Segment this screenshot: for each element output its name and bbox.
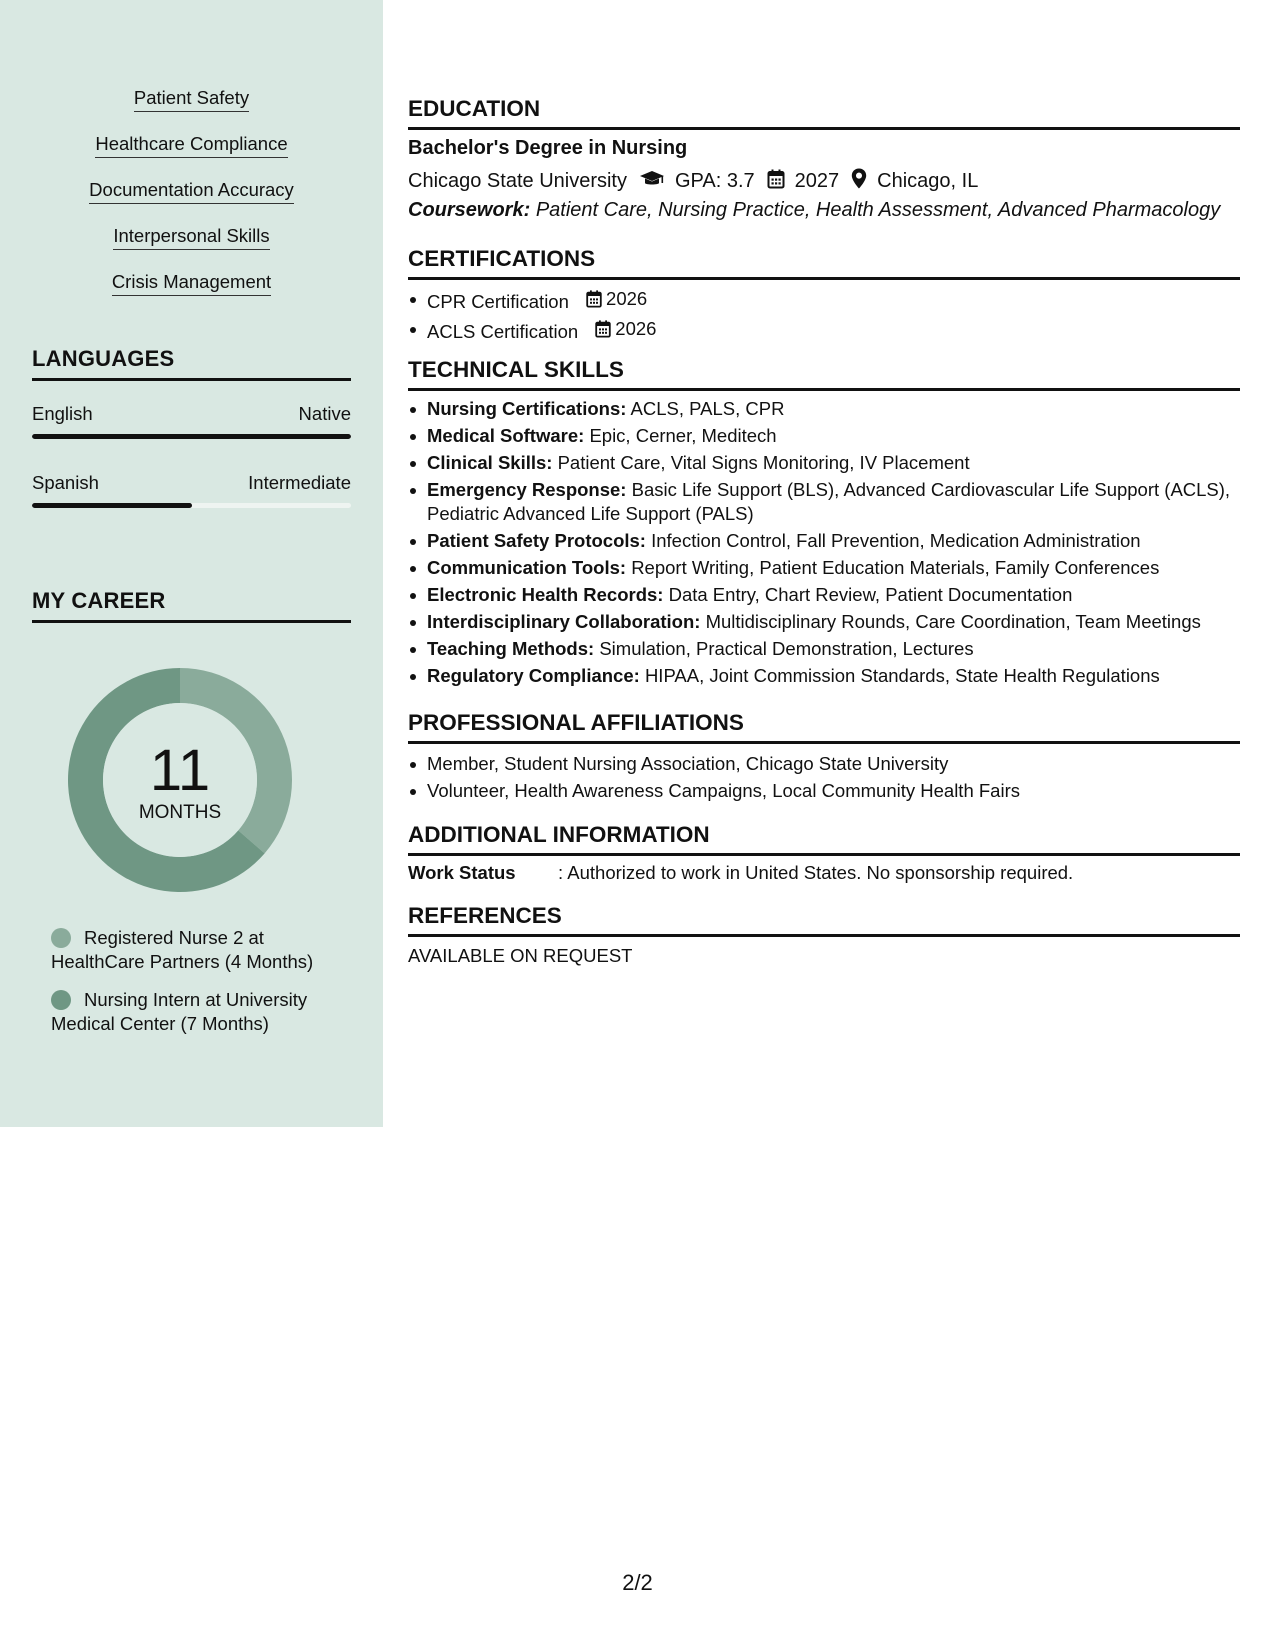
skill-text: Basic Life Support (BLS), Advanced Cardiovascular Life Support (ACLS), Pediatric Advanced Life Support (PALS)	[427, 479, 1231, 524]
language-level: Native	[298, 403, 351, 424]
certifications-heading: CERTIFICATIONS	[408, 246, 1240, 280]
technical-skill-item	[408, 424, 1240, 448]
sidebar	[0, 0, 383, 1127]
language-row	[32, 472, 351, 494]
graduation-cap-icon	[639, 170, 665, 194]
school-location: Chicago, IL	[877, 170, 979, 192]
skill-item: Healthcare Compliance	[95, 132, 287, 158]
skill-text: Infection Control, Fall Prevention, Medication Administration	[651, 530, 1141, 551]
technical-skills-list	[408, 397, 1240, 691]
calendar-icon	[586, 290, 602, 308]
skill-item: Patient Safety	[134, 86, 249, 112]
skill-label: Medical Software:	[427, 425, 585, 446]
technical-skills-heading: TECHNICAL SKILLS	[408, 357, 1240, 391]
skill-item: Documentation Accuracy	[89, 178, 294, 204]
skill-label: Patient Safety Protocols:	[427, 530, 646, 551]
technical-skill-item	[408, 637, 1240, 661]
career-donut-chart	[60, 660, 300, 900]
language-name: English	[32, 403, 93, 424]
legend-dot	[51, 990, 71, 1010]
skill-text: ACLS, PALS, CPR	[630, 398, 785, 419]
skill-label: Communication Tools:	[427, 557, 627, 578]
career-heading: MY CAREER	[32, 588, 351, 623]
technical-skill-item	[408, 529, 1240, 553]
certification-date	[586, 287, 647, 311]
school-name: Chicago State University	[408, 170, 627, 192]
skill-text: Patient Care, Vital Signs Monitoring, IV Placement	[557, 452, 970, 473]
additional-info-heading: ADDITIONAL INFORMATION	[408, 822, 1240, 856]
language-bar-fill	[32, 434, 351, 439]
skill-text: Multidisciplinary Rounds, Care Coordination, Team Meetings	[705, 611, 1201, 632]
skill-item: Crisis Management	[112, 270, 271, 296]
degree-title: Bachelor's Degree in Nursing	[408, 137, 688, 159]
work-status-row	[408, 862, 1073, 884]
certification-date	[595, 317, 656, 341]
graduation-year: 2027	[794, 170, 840, 192]
page-number: 2/2	[622, 1570, 653, 1595]
skill-label: Regulatory Compliance:	[427, 665, 640, 686]
language-bar	[32, 434, 351, 439]
skill-label: Clinical Skills:	[427, 452, 553, 473]
skill-label: Teaching Methods:	[427, 638, 595, 659]
certifications-list	[408, 287, 1240, 347]
certification-name: CPR Certification	[427, 291, 569, 312]
skill-item: Interpersonal Skills	[113, 224, 269, 250]
skill-text: Data Entry, Chart Review, Patient Documentation	[668, 584, 1073, 605]
skill-text: Report Writing, Patient Education Materials, Family Conferences	[631, 557, 1160, 578]
skill-label: Electronic Health Records:	[427, 584, 664, 605]
skill-text: Epic, Cerner, Meditech	[589, 425, 777, 446]
certification-year: 2026	[606, 288, 648, 309]
education-heading: EDUCATION	[408, 96, 1240, 130]
technical-skill-item	[408, 610, 1240, 634]
technical-skill-item	[408, 556, 1240, 580]
language-bar	[32, 503, 351, 508]
technical-skill-item	[408, 583, 1240, 607]
references-heading: REFERENCES	[408, 903, 1240, 937]
calendar-icon	[767, 169, 785, 195]
technical-skill-item	[408, 451, 1240, 475]
work-status-text: : Authorized to work in United States. No sponsorship required.	[558, 862, 1074, 883]
certification-item	[408, 287, 1240, 314]
map-pin-icon	[851, 168, 867, 195]
legend-dot	[51, 928, 71, 948]
calendar-icon	[595, 320, 611, 338]
skill-label: Nursing Certifications:	[427, 398, 627, 419]
career-legend-label: Registered Nurse 2 at HealthCare Partners (4 Months)	[51, 927, 314, 972]
technical-skill-item	[408, 664, 1240, 688]
coursework-label: Coursework:	[408, 199, 531, 221]
language-row	[32, 403, 351, 425]
languages-heading: LANGUAGES	[32, 346, 351, 381]
references-text: AVAILABLE ON REQUEST	[408, 945, 633, 966]
language-name: Spanish	[32, 472, 99, 493]
coursework	[408, 199, 1220, 222]
technical-skill-item	[408, 397, 1240, 421]
career-legend-label: Nursing Intern at University Medical Center (7 Months)	[51, 989, 308, 1034]
career-unit: MONTHS	[138, 802, 222, 823]
skill-label: Emergency Response:	[427, 479, 627, 500]
affiliations-heading: PROFESSIONAL AFFILIATIONS	[408, 710, 1240, 744]
skill-text: Simulation, Practical Demonstration, Lectures	[599, 638, 974, 659]
affiliations-list	[408, 752, 1240, 806]
skills-list	[0, 86, 383, 316]
language-bar-fill	[32, 503, 192, 508]
coursework-text: Patient Care, Nursing Practice, Health Assessment, Advanced Pharmacology	[535, 199, 1221, 221]
affiliation-item: Member, Student Nursing Association, Chicago State University	[408, 752, 1240, 776]
certification-name: ACLS Certification	[427, 321, 579, 342]
skill-text: HIPAA, Joint Commission Standards, State Health Regulations	[644, 665, 1160, 686]
affiliation-item: Volunteer, Health Awareness Campaigns, Local Community Health Fairs	[408, 779, 1240, 803]
certification-item	[408, 317, 1240, 344]
education-details	[408, 168, 978, 195]
career-total: 11	[149, 738, 211, 803]
technical-skill-item	[408, 478, 1240, 526]
skill-label: Interdisciplinary Collaboration:	[427, 611, 701, 632]
career-legend-item	[51, 988, 341, 1036]
career-legend-item	[51, 926, 341, 974]
certification-year: 2026	[615, 318, 657, 339]
work-status-label: Work Status	[408, 862, 516, 883]
gpa: GPA: 3.7	[674, 170, 755, 192]
language-level: Intermediate	[248, 472, 351, 493]
